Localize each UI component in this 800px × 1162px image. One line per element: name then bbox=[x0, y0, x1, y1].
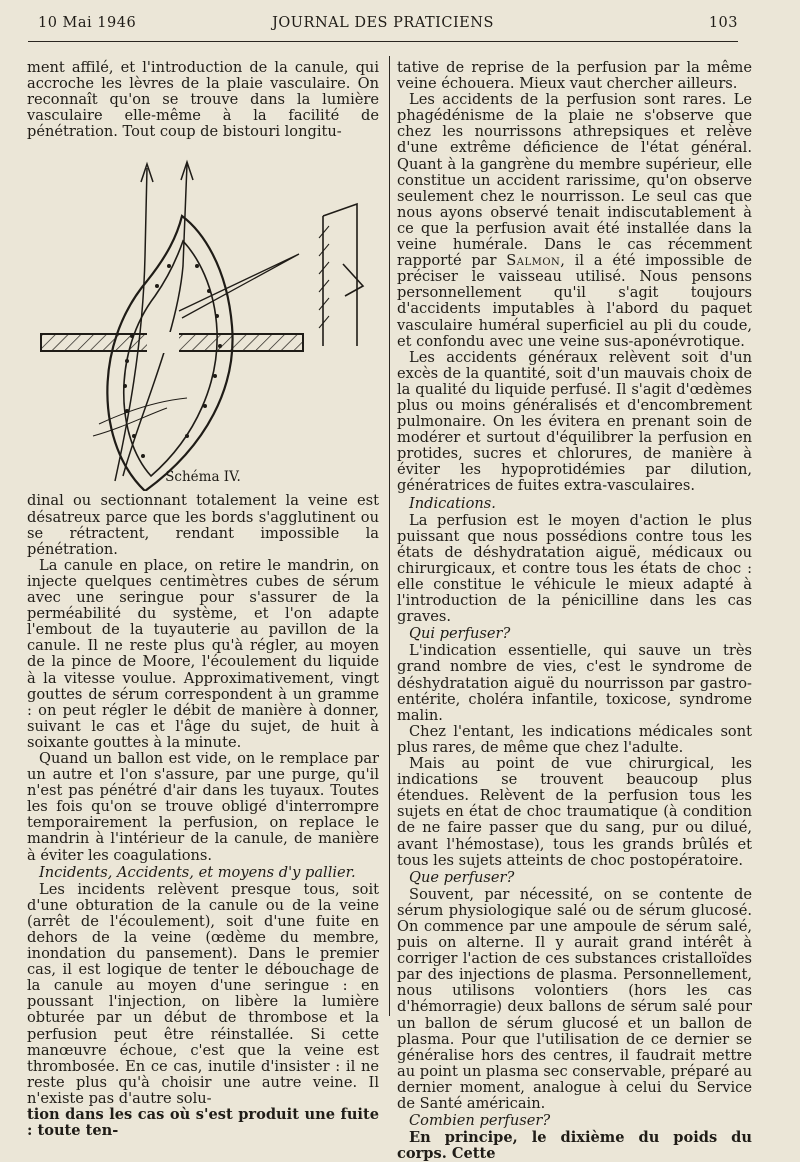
column-divider bbox=[389, 56, 390, 1016]
paragraph: Quand un ballon est vide, on le remplace par un autre et l'on s'assure, par une purge, qu'il n'est pas pénétré d'air dans les tuyaux. Toutes les fois qu'on se trouve obligé d'interrompre temporairement la perfusion, on replace le mandrin à l'intérieur de la canule, de manière à éviter les coagulations. bbox=[27, 749, 379, 864]
header-date: 10 Mai 1946 bbox=[38, 15, 137, 31]
paragraph: ment affilé, et l'introduction de la canule, qui accroche les lèvres de la plaie vasculaire. On reconnaît qu'on se trouve dans la lumière vasculaire elle-même à la facilité de pénétration. Tout coup de bistouri longitu- bbox=[27, 59, 379, 141]
header-rule bbox=[28, 41, 738, 42]
text-span: Les accidents de la perfusion sont rares. Le phagédénisme de la plaie ne s'observe que chez les nourrissons athrepsiques et relève d'une extrême déficience de l'état général. Quant à la gangrène du membre supérieur, elle constitue un accident rarissime, qu'on observe seulement chez le nourrisson. Le seul cas que nous ayons observé tenait indiscutablement à ce que la perfusion avait été installée dans la veine humérale. Dans le cas récemment rapporté par bbox=[397, 91, 752, 270]
paragraph: Souvent, par nécessité, on se contente de sérum physiologique salé ou de sérum glucosé. On commence par une ampoule de sérum salé, puis on alterne. Il y aurait grand intérêt à corriger l'action de ces substances cristalloïdes par des injections de plasma. Personnellement, nous utilisons volontiers (hors les cas d'hémorragie) deux ballons de sérum salé pour un ballon de sérum glucosé et un ballon de plasma. Pour que l'utilisation de ce dernier se généralise hors des centres, il faudrait mettre au point un plasma sec conservable, préparé au dernier moment, analogue à celui du Service de Santé américain. bbox=[397, 885, 752, 1112]
paragraph: tative de reprise de la perfusion par la même veine échouera. Mieux vaut chercher ailleurs. bbox=[397, 59, 752, 93]
paragraph: En principe, le dixième du poids du corps. Cette bbox=[397, 1129, 752, 1162]
left-column bbox=[27, 60, 379, 1139]
subsection-heading: Qui perfuser? bbox=[409, 625, 511, 643]
section-heading: Incidents, Accidents, et moyens d'y pallier. bbox=[39, 863, 356, 881]
paragraph: L'indication essentielle, qui sauve un très grand nombre de vies, c'est le syndrome de déshydratation aiguë du nourrisson par gastro-entérite, choléra infantile, toxicose, syndrome malin. bbox=[397, 642, 752, 724]
canula bbox=[179, 254, 299, 318]
figure-schema-iv bbox=[27, 146, 379, 491]
side-profile-hatch bbox=[319, 226, 329, 328]
paragraph: Chez l'entant, les indications médicales sont plus rares, de même que chez l'adulte. bbox=[397, 722, 752, 756]
vein-outer-wall bbox=[107, 216, 232, 491]
running-header bbox=[28, 15, 738, 37]
paragraph bbox=[397, 92, 752, 350]
figure-caption: Schéma IV. bbox=[165, 469, 241, 486]
right-column bbox=[397, 60, 752, 1162]
side-profile bbox=[323, 204, 363, 346]
paragraph: Mais au point de vue chirurgical, les indications se trouvent beaucoup plus étendues. Relèvent de la perfusion tous les sujets en état de choc traumatique (à condition de ne faire passer que du sang, pur ou dilué, avant l'hémostase), tous les grands brûlés et tous les sujets atteints de choc postopératoire. bbox=[397, 755, 752, 869]
journal-title: JOURNAL DES PRATICIENS bbox=[272, 15, 494, 31]
text-span: , il a été impossible de préciser le vaisseau utilisé. Nous pensons personnellement qu'il s'agit toujours d'accidents imputables à l'abord du paquet vasculaire huméral superficiel au pli du coude, et confondu avec une veine sus-aponévrotique. bbox=[397, 252, 752, 350]
page-number: 103 bbox=[708, 15, 738, 31]
vein-incision-diagram bbox=[27, 146, 379, 491]
paragraph: Les accidents généraux relèvent soit d'un excès de la quantité, soit d'un mauvais choix de la qualité du liquide perfusé. Il s'agit d'œdèmes plus ou moins généralisés et d'encombrement pulmonaire. On les évitera en prenant soin de modérer et surtout d'équilibrer la perfusion en protides, sucres et chlorures, de manière à éviter les hypoprotidémies par dilution, génératrices de fuites extra-vasculaires. bbox=[397, 348, 752, 495]
paragraph: dinal ou sectionnant totalement la veine est désatreux parce que les bords s'agglutinent ou se rétractent, rendant impossible la pénétration. bbox=[27, 492, 379, 558]
arrow-right bbox=[123, 162, 193, 476]
paragraph: Les incidents relèvent presque tous, soit d'une obturation de la canule ou de la veine (arrêt de l'écoulement), soit d'une fuite en dehors de la veine (œdème du membre, inondation du pansement). Dans le premier cas, il est logique de tenter le débouchage de la canule au moyen d'une seringue : en poussant l'injection, on libère la lumière obturée par un début de thrombose et la perfusion peut être réinstallée. Si cette manœuvre échoue, c'est que la veine est thrombosée. En ce cas, inutile d'insister : il ne reste plus qu'à choisir une autre veine. Il n'existe pas d'autre solu- bbox=[27, 880, 379, 1107]
section-heading: Indications. bbox=[409, 494, 496, 512]
subsection-heading: Que perfuser? bbox=[409, 868, 515, 886]
paragraph: La canule en place, on retire le mandrin, on injecte quelques centimètres cubes de sérum avec une seringue pour s'assurer de la perméabilité du système, et l'on adapte l'embout de la tuyauterie au pavillon de la canule. Il ne reste plus qu'à régler, au moyen de la pince de Moore, l'écoulement du liquide à la vitesse voulue. Approximativement, vingt gouttes de sérum correspondent à un gramme : on peut régler le débit de manière à donner, suivant le cas et l'âge du sujet, de huit à soixante gouttes à la minute. bbox=[27, 556, 379, 751]
paragraph: La perfusion est le moyen d'action le plus puissant que nous possédions contre tous les états de déshydratation aiguë, médicaux ou chirurgicaux, et contre tous les états de choc : elle constitue le véhicule le mieux adapté à l'introduction de la pénicilline dans les cas graves. bbox=[397, 511, 752, 626]
author-name: Salmon bbox=[506, 252, 561, 270]
paragraph-last-line: tion dans les cas où s'est produit une fuite : toute ten- bbox=[27, 1106, 379, 1140]
subsection-heading: Combien perfuser? bbox=[409, 1112, 551, 1130]
